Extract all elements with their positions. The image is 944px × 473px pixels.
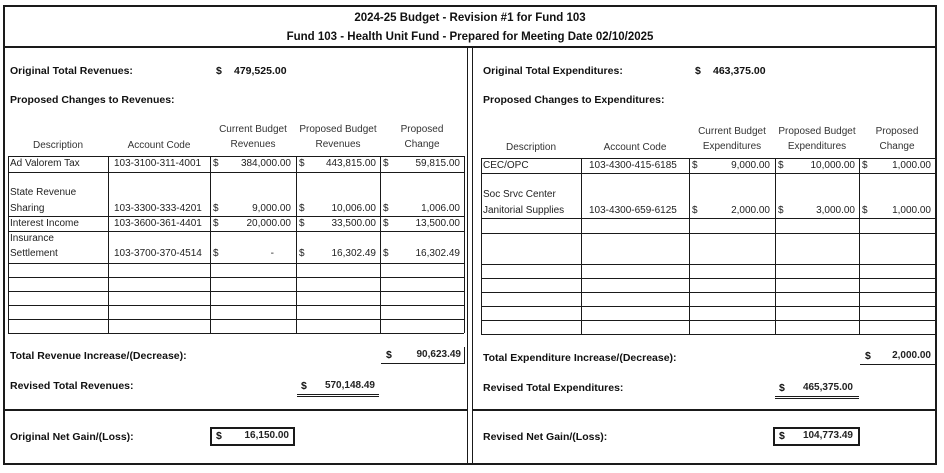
rev-col-current-1: Current Budget	[219, 124, 287, 135]
exp-col-account-code: Account Code	[603, 142, 667, 153]
rev-row-proposed: 16,302.49	[331, 248, 376, 259]
exp-grid-line	[481, 278, 935, 279]
revised-expenditures-value: 465,375.00	[802, 382, 853, 393]
rev-row-proposed-dollar: $	[299, 158, 305, 169]
original-revenues-dollar: $	[216, 65, 222, 77]
exp-grid-col	[775, 158, 776, 334]
rev-row-desc: Ad Valorem Tax	[10, 158, 80, 169]
exp-row-change-dollar: $	[862, 160, 868, 171]
revised-revenues-value: 570,148.49	[324, 380, 375, 391]
exp-col-proposed-2: Expenditures	[787, 141, 847, 152]
rev-grid-col	[8, 156, 9, 333]
total-expenditure-increase-label: Total Expenditure Increase/(Decrease):	[483, 352, 677, 364]
exp-grid-col	[689, 158, 690, 334]
exp-grid-line	[481, 264, 935, 265]
exp-grid-line	[481, 233, 935, 234]
exp-grid-line	[481, 218, 935, 219]
proposed-revenues-label: Proposed Changes to Revenues:	[10, 94, 175, 106]
exp-col-current-2: Expenditures	[702, 141, 762, 152]
rev-row-code: 103-3100-311-4001	[114, 158, 202, 169]
rev-row-proposed: 10,006.00	[331, 203, 376, 214]
net-divider-left	[5, 409, 467, 411]
exp-row-code: 103-4300-415-6185	[589, 160, 677, 171]
rev-row-current: -	[270, 248, 274, 259]
exp-grid-col	[859, 158, 860, 334]
exp-grid-line	[481, 306, 935, 307]
rev-grid-line	[8, 291, 464, 292]
net-divider-right	[472, 409, 935, 411]
revised-net-value: 104,773.49	[802, 430, 853, 441]
rev-row-desc: Insurance	[10, 233, 54, 244]
rev-row-change-dollar: $	[383, 158, 389, 169]
original-expenditures-value: 463,375.00	[713, 65, 766, 77]
rev-row-desc: State Revenue	[10, 187, 77, 198]
original-revenues-value: 479,525.00	[234, 65, 287, 77]
rev-row-current: 384,000.00	[240, 158, 291, 169]
exp-grid-line	[481, 292, 935, 293]
revised-revenues-underline	[297, 394, 379, 397]
rev-row-current-dollar: $	[213, 203, 219, 214]
original-net-label: Original Net Gain/(Loss):	[10, 431, 134, 443]
rev-row-desc-2: Sharing	[10, 203, 45, 214]
revised-net-dollar: $	[779, 430, 785, 442]
rev-row-proposed: 443,815.00	[325, 158, 376, 169]
rev-row-desc-2: Settlement	[10, 248, 58, 259]
rev-grid-col	[108, 156, 109, 333]
rev-grid-col	[380, 156, 381, 333]
budget-sheet	[3, 5, 937, 465]
page-subtitle: Fund 103 - Health Unit Fund - Prepared for Meeting Date 02/10/2025	[286, 31, 654, 43]
rev-grid-line	[8, 156, 464, 157]
rev-grid-line	[8, 305, 464, 306]
rev-col-change-1: Proposed	[400, 124, 444, 135]
rev-grid-line	[8, 216, 464, 217]
header-divider	[5, 46, 935, 48]
rev-row-change-dollar: $	[383, 218, 389, 229]
revised-net-label: Revised Net Gain/(Loss):	[483, 431, 608, 443]
exp-row-proposed-dollar: $	[778, 160, 784, 171]
rev-row-current: 9,000.00	[252, 203, 291, 214]
rev-col-change-2: Change	[404, 139, 440, 150]
rev-row-change: 1,006.00	[421, 203, 460, 214]
rev-grid-col	[210, 156, 211, 333]
proposed-expenditures-label: Proposed Changes to Expenditures:	[483, 94, 665, 106]
exp-row-proposed-dollar: $	[778, 205, 784, 216]
exp-row-desc: CEC/OPC	[483, 160, 529, 171]
original-net-value: 16,150.00	[244, 430, 289, 441]
rev-row-change-dollar: $	[383, 248, 389, 259]
rev-row-change: 13,500.00	[415, 218, 460, 229]
rev-col-description: Description	[32, 140, 84, 151]
total-expenditure-increase-value: 2,000.00	[892, 350, 931, 361]
exp-col-change-2: Change	[879, 141, 915, 152]
rev-col-account-code: Account Code	[127, 140, 191, 151]
rev-row-proposed-dollar: $	[299, 203, 305, 214]
revised-expenditures-underline	[775, 396, 859, 399]
rev-col-proposed-2: Revenues	[315, 139, 361, 150]
exp-row-proposed: 3,000.00	[816, 205, 855, 216]
rev-col-proposed-1: Proposed Budget	[299, 124, 377, 135]
exp-row-code: 103-4300-659-6125	[589, 205, 677, 216]
rev-row-desc: Interest Income	[10, 218, 79, 229]
exp-row-change-dollar: $	[862, 205, 868, 216]
exp-row-current-dollar: $	[692, 160, 698, 171]
rev-grid-line	[8, 172, 464, 173]
exp-grid-line	[481, 320, 935, 321]
rev-grid-col	[296, 156, 297, 333]
rev-col-current-2: Revenues	[230, 139, 276, 150]
exp-row-change: 1,000.00	[892, 205, 931, 216]
rev-row-proposed: 33,500.00	[331, 218, 376, 229]
revised-revenues-label: Revised Total Revenues:	[10, 380, 134, 392]
rev-row-proposed-dollar: $	[299, 218, 305, 229]
exp-col-change-1: Proposed	[875, 126, 919, 137]
total-revenue-increase-label: Total Revenue Increase/(Decrease):	[10, 350, 187, 362]
rev-row-current-dollar: $	[213, 248, 219, 259]
exp-grid-line	[481, 173, 935, 174]
rev-grid-line	[8, 263, 464, 264]
rev-grid-line	[8, 319, 464, 320]
rev-row-code: 103-3600-361-4401	[114, 218, 202, 229]
revised-expenditures-label: Revised Total Expenditures:	[483, 382, 624, 394]
page-title: 2024-25 Budget - Revision #1 for Fund 103	[354, 12, 586, 24]
rev-row-change: 59,815.00	[415, 158, 460, 169]
rev-row-code: 103-3300-333-4201	[114, 203, 202, 214]
rev-grid-line	[8, 231, 464, 232]
rev-grid-line	[8, 277, 464, 278]
exp-row-current: 9,000.00	[731, 160, 770, 171]
rev-row-current-dollar: $	[213, 218, 219, 229]
exp-row-current: 2,000.00	[731, 205, 770, 216]
exp-col-proposed-1: Proposed Budget	[778, 126, 856, 137]
revised-expenditures-dollar: $	[779, 382, 785, 394]
center-divider-left	[467, 48, 468, 463]
original-expenditures-dollar: $	[695, 65, 701, 77]
rev-row-current: 20,000.00	[246, 218, 291, 229]
exp-grid-line	[481, 158, 935, 159]
original-expenditures-label: Original Total Expenditures:	[483, 65, 623, 77]
rev-row-proposed-dollar: $	[299, 248, 305, 259]
rev-row-change: 16,302.49	[415, 248, 460, 259]
exp-col-current-1: Current Budget	[698, 126, 766, 137]
original-net-dollar: $	[216, 430, 222, 442]
exp-row-desc: Soc Srvc Center	[483, 189, 556, 200]
exp-row-proposed: 10,000.00	[810, 160, 855, 171]
exp-row-current-dollar: $	[692, 205, 698, 216]
rev-row-change-dollar: $	[383, 203, 389, 214]
revised-revenues-dollar: $	[301, 380, 307, 392]
exp-col-description: Description	[505, 142, 557, 153]
exp-row-change: 1,000.00	[892, 160, 931, 171]
exp-grid-col	[481, 158, 482, 334]
exp-row-desc-2: Janitorial Supplies	[483, 205, 565, 216]
total-revenue-increase-value: 90,623.49	[416, 349, 461, 360]
exp-grid-line	[481, 334, 935, 335]
rev-grid-line	[8, 333, 464, 334]
rev-row-code: 103-3700-370-4514	[114, 248, 202, 259]
center-divider-right	[472, 48, 473, 463]
rev-grid-col	[464, 156, 465, 333]
total-revenue-increase-dollar: $	[386, 349, 392, 361]
exp-grid-col	[581, 158, 582, 334]
rev-row-current-dollar: $	[213, 158, 219, 169]
total-expenditure-increase-dollar: $	[865, 350, 871, 362]
original-revenues-label: Original Total Revenues:	[10, 65, 133, 77]
